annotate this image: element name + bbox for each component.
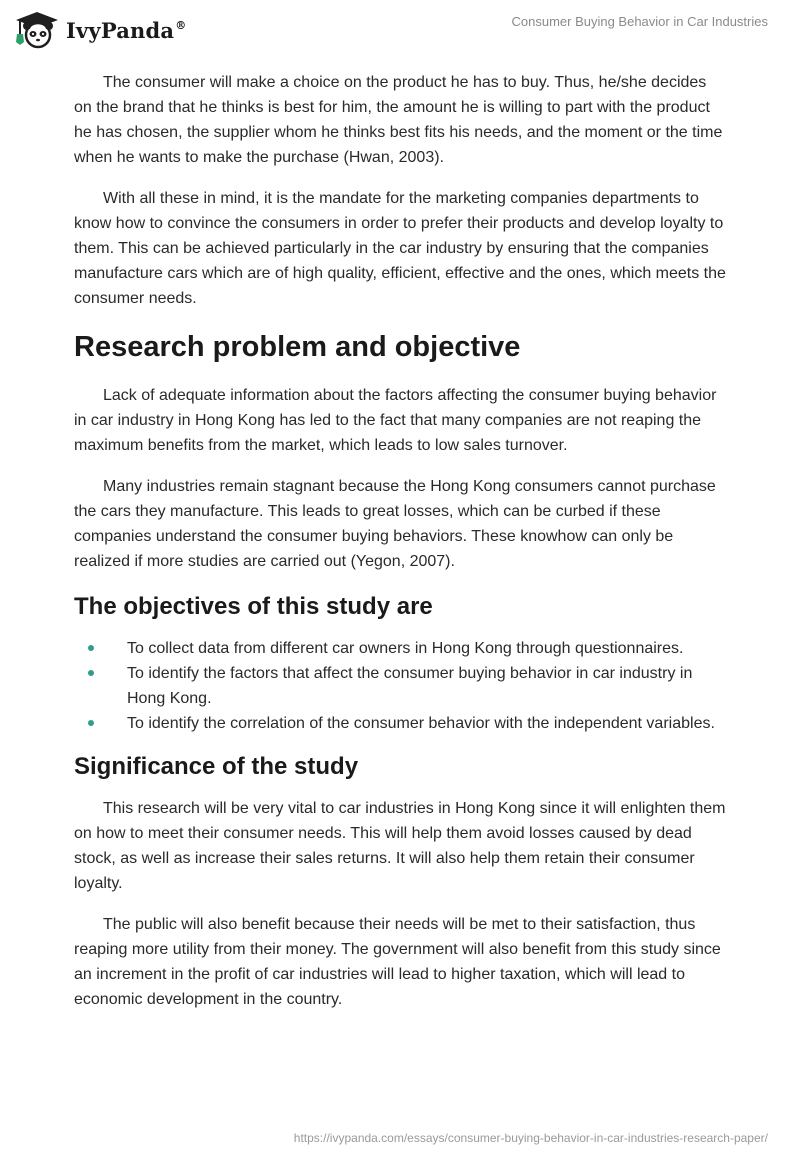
article-body [74, 70, 726, 1028]
document-title: Consumer Buying Behavior in Car Industries [511, 14, 768, 29]
bullet-dot-icon [88, 645, 94, 651]
brand-name: IvyPanda® [66, 17, 187, 43]
panda-graduate-icon [14, 10, 60, 50]
page-header [0, 0, 800, 60]
bullet-dot-icon [88, 670, 94, 676]
research-heading: Research problem and objective [74, 331, 521, 363]
objectives-list [74, 636, 726, 736]
significance-heading: Significance of the study [74, 753, 359, 780]
source-url-link[interactable]: https://ivypanda.com/essays/consumer-buying-behavior-in-car-industries-research-paper/ [293, 1131, 768, 1145]
brand-logo[interactable] [14, 10, 186, 50]
significance-paragraph-2: The public will also benefit because their needs will be met to their satisfaction, thus reaping more utility from their money. The government will also benefit from this study since an increment in the profit of car industries will lead to higher taxation, which will lead to economic development in the country. [74, 916, 721, 1008]
research-paragraph-2: Many industries remain stagnant because the Hong Kong consumers cannot purchase the cars they manufacture. This leads to great losses, which can be curbed if these companies understand the consumer buying behaviors. These knowhow can only be realized if more studies are carried out (Yegon, 2007). [74, 478, 716, 570]
intro-paragraph-1: The consumer will make a choice on the product he has to buy. Thus, he/she decides on the brand that he thinks is best for him, the amount he is willing to part with the product he has chosen, the supplier whom he thinks best fits his needs, and the moment or the time when he wants to make the purchase (Hwan, 2003). [74, 74, 723, 166]
bullet-dot-icon [88, 720, 94, 726]
research-paragraph-1: Lack of adequate information about the factors affecting the consumer buying behavior in car industry in Hong Kong has led to the fact that many companies are not reaping the maximum benefits from the market, which leads to low sales turnover. [74, 387, 717, 454]
significance-paragraph-1: This research will be very vital to car industries in Hong Kong since it will enlighten them on how to meet their consumer needs. This will help them avoid losses caused by dead stock, as well as increase their sales returns. It will also help them retain their consumer loyalty. [74, 800, 726, 892]
list-item: To collect data from different car owners in Hong Kong through questionnaires. [74, 636, 726, 661]
intro-paragraph-2: With all these in mind, it is the mandate for the marketing companies departments to know how to convince the consumers in order to prefer their products and develop loyalty to them. This can be achieved particularly in the car industry by ensuring that the companies manufacture cars which are of high quality, efficient, effective and the ones, which meets the consumer needs. [74, 190, 726, 307]
objectives-heading: The objectives of this study are [74, 593, 433, 620]
list-item: To identify the correlation of the consumer behavior with the independent variables. [74, 711, 726, 736]
list-item: To identify the factors that affect the consumer buying behavior in car industry in Hong Kong. [74, 661, 726, 711]
